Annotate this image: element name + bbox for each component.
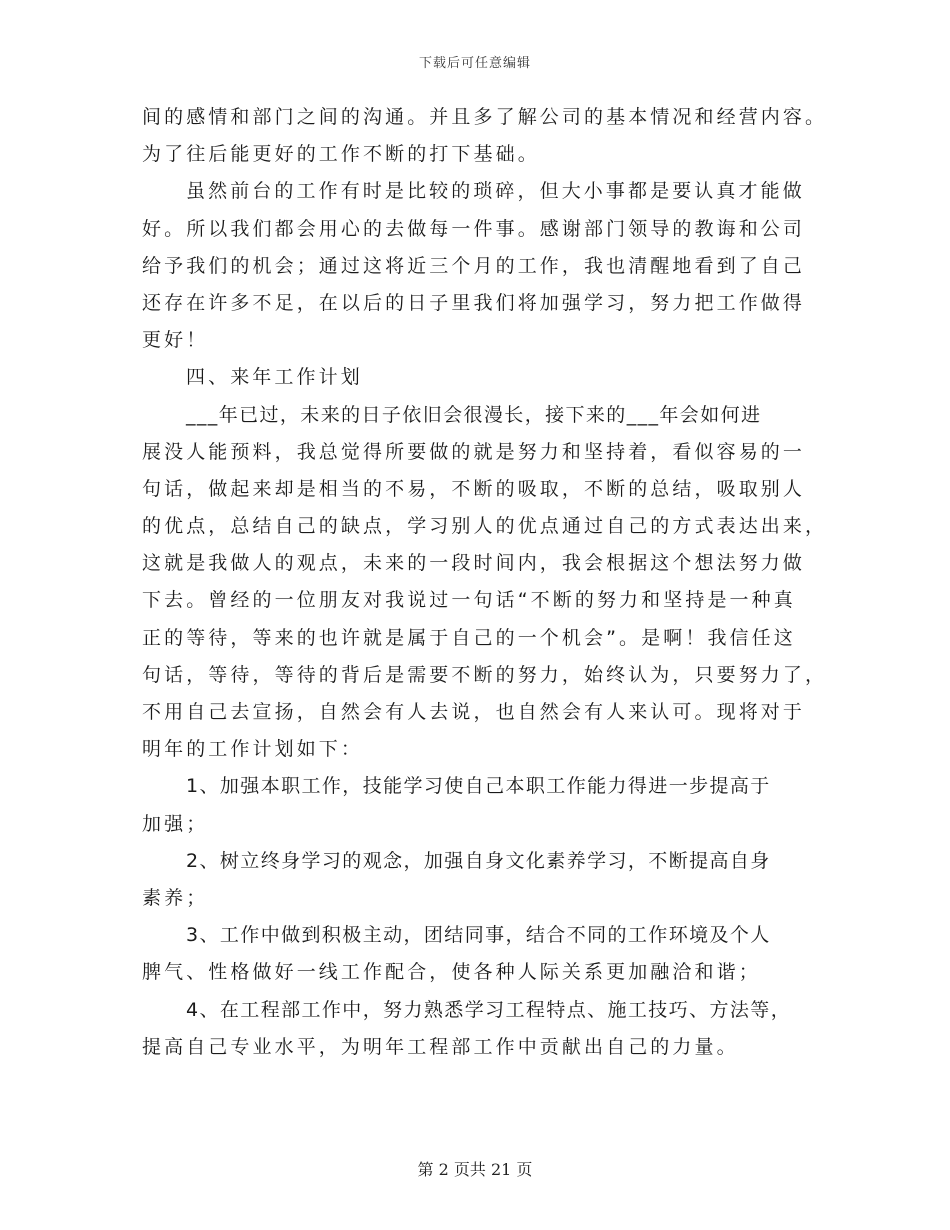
text-line: 的优点，总结自己的缺点，学习别人的优点通过自己的方式表达出来， xyxy=(142,515,828,538)
text-line: 句话，做起来却是相当的不易，不断的吸取，不断的总结，吸取别人 xyxy=(142,477,806,500)
text-line: 脾气、性格做好一线工作配合，使各种人际关系更加融洽和谐； xyxy=(142,961,761,984)
text-line: 素养； xyxy=(142,886,209,909)
list-item: 3、工作中做到积极主动，团结同事，结合不同的工作环境及个人 xyxy=(186,924,771,947)
page-header: 下载后可任意编辑 xyxy=(418,56,531,71)
list-item: 1、加强本职工作，技能学习使自己本职工作能力得进一步提高于 xyxy=(186,775,771,798)
text-line: 不用自己去宣扬，自然会有人去说，也自然会有人来认可。现将对于 xyxy=(142,701,806,723)
text-line: 明年的工作计划如下： xyxy=(142,738,364,761)
section-heading: 四、来年工作计划 xyxy=(186,366,363,389)
page-number: 第 2 页共 21 页 xyxy=(417,1160,533,1179)
text-line: 句话，等待，等待的背后是需要不断的努力，始终认为，只要努力了， xyxy=(142,663,828,686)
text-line: 正的等待，等来的也许就是属于自己的一个机会”。是啊！我信任这 xyxy=(142,626,796,649)
text-line: 展没人能预料，我总觉得所要做的就是努力和坚持着，看似容易的一 xyxy=(142,440,806,463)
text-line: 给予我们的机会；通过这将近三个月的工作，我也清醒地看到了自己 xyxy=(142,254,806,277)
text-line: 提高自己专业水平，为明年工程部工作中贡献出自己的力量。 xyxy=(142,1035,739,1058)
text-line: 为了往后能更好的工作不断的打下基础。 xyxy=(142,143,540,166)
list-item: 4、在工程部工作中，努力熟悉学习工程特点、施工技巧、方法等， xyxy=(186,998,792,1021)
text-line: 还存在许多不足，在以后的日子里我们将加强学习，努力把工作做得 xyxy=(142,291,806,314)
text-line: 这就是我做人的观点，未来的一段时间内，我会根据这个想法努力做 xyxy=(142,552,806,575)
text-line: 好。所以我们都会用心的去做每一件事。感谢部门领导的教诲和公司 xyxy=(142,217,806,240)
text-line: 虽然前台的工作有时是比较的琐碎，但大小事都是要认真才能做 xyxy=(186,180,805,203)
list-item: 2、树立终身学习的观念，加强自身文化素养学习，不断提高自身 xyxy=(186,849,771,872)
text-line: 下去。曾经的一位朋友对我说过一句话“不断的努力和坚持是一种真 xyxy=(142,589,796,612)
text-line: ___年已过，未来的日子依旧会很漫长，接下来的___年会如何进 xyxy=(186,403,762,426)
text-line: 间的感情和部门之间的沟通。并且多了解公司的基本情况和经营内容。 xyxy=(142,106,828,128)
text-line: 更好！ xyxy=(142,329,209,352)
text-line: 加强； xyxy=(142,812,209,835)
document-body xyxy=(142,99,828,1066)
